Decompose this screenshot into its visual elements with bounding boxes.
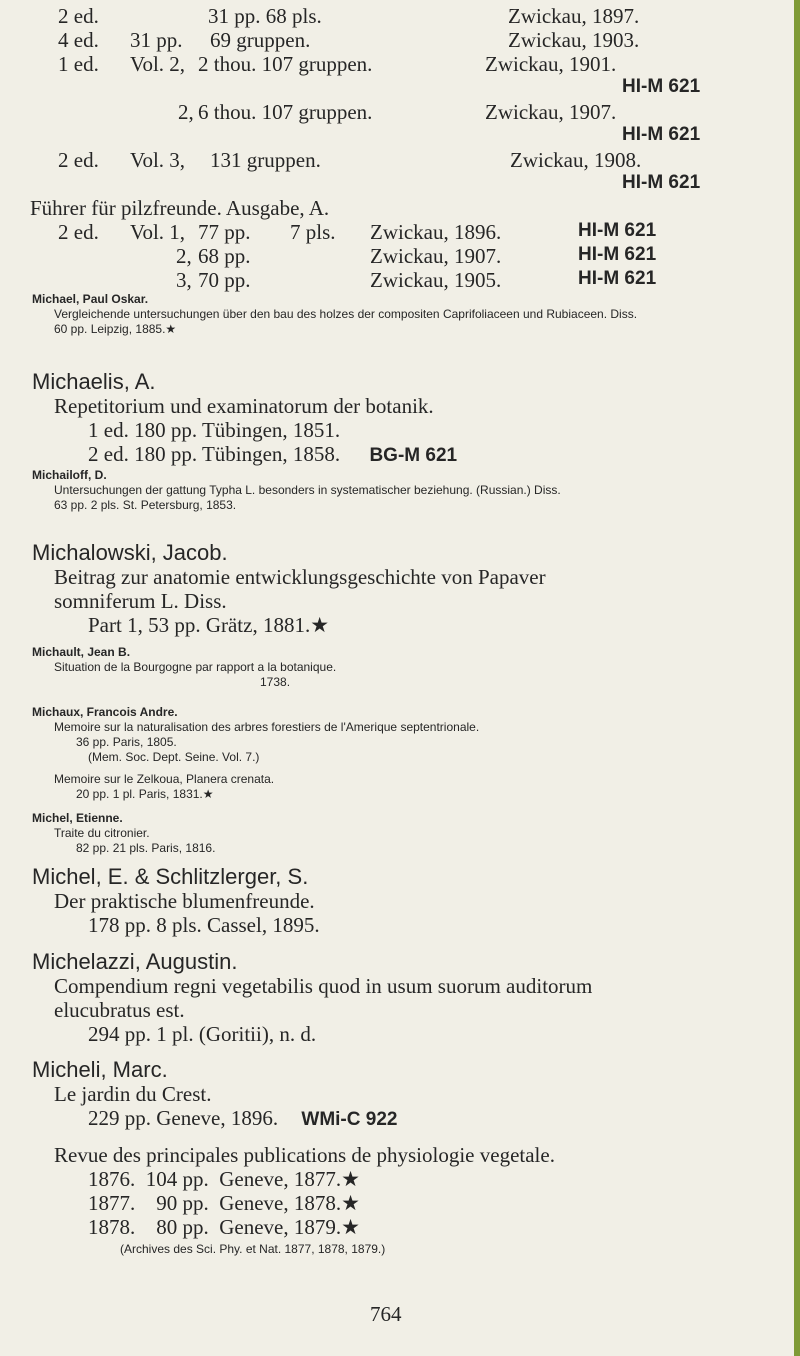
work-title: Untersuchungen der gattung Typha L. besonders in systematischer beziehung. (Russian.) Diss. xyxy=(54,483,561,497)
page-edge-strip xyxy=(794,0,800,1356)
imprint: Part 1, 53 pp. Grätz, 1881.★ xyxy=(88,613,330,637)
author-name: Michaux, Francois Andre. xyxy=(32,705,178,719)
work-title-cont: somniferum L. Diss. xyxy=(54,589,227,613)
shelf-mark: HI-M 621 xyxy=(578,268,657,289)
volume: 2, xyxy=(176,244,192,268)
shelf-mark: HI-M 621 xyxy=(622,124,701,145)
ed-label: 4 ed. xyxy=(58,28,99,52)
volume-row: 1877. 90 pp. Geneve, 1878.★ xyxy=(88,1191,360,1215)
imprint: 20 pp. 1 pl. Paris, 1831.★ xyxy=(76,787,214,801)
edition-line xyxy=(32,442,457,468)
author-name: Michel, Etienne. xyxy=(32,811,123,825)
entry-michael xyxy=(32,292,772,337)
collation: 69 gruppen. xyxy=(210,28,311,52)
imprint: Zwickau, 1907. xyxy=(485,100,617,124)
imprint: Zwickau, 1903. xyxy=(508,28,640,52)
volume: Vol. 3, xyxy=(130,148,186,172)
ed-label: 2 ed. xyxy=(58,148,99,172)
ed-label: 2 ed. xyxy=(58,4,99,28)
edition-text: 2 ed. 180 pp. Tübingen, 1858. xyxy=(88,442,341,466)
volume: Vol. 1, xyxy=(130,220,186,244)
shelf-mark: HI-M 621 xyxy=(622,172,701,193)
pages: 31 pp. xyxy=(130,28,183,52)
work-title: Memoire sur la naturalisation des arbres forestiers de l'Amerique septentrionale. xyxy=(54,720,480,734)
author-name: Michailoff, D. xyxy=(32,468,107,482)
work-title: Der praktische blumenfreunde. xyxy=(54,889,315,913)
entry-michault xyxy=(32,645,336,690)
pages: 70 pp. xyxy=(198,268,251,292)
collation: 2 thou. 107 gruppen. xyxy=(198,52,373,76)
author-name: Micheli, Marc. xyxy=(32,1057,168,1082)
volume-row: 1876. 104 pp. Geneve, 1877.★ xyxy=(88,1167,360,1191)
imprint-line xyxy=(32,1106,555,1132)
collation: 131 gruppen. xyxy=(210,148,321,172)
edition-line: 1 ed. 180 pp. Tübingen, 1851. xyxy=(88,418,341,442)
work-title: Repetitorium und examinatorum der botanik. xyxy=(54,394,434,418)
ed-label: 1 ed. xyxy=(58,52,99,76)
pages: 68 pp. xyxy=(198,244,251,268)
work-title: Le jardin du Crest. xyxy=(54,1082,212,1106)
imprint: Zwickau, 1901. xyxy=(485,52,617,76)
year: 1738. xyxy=(260,675,291,689)
entry-michalowski xyxy=(32,540,546,637)
shelf-mark: BG-M 621 xyxy=(369,445,458,466)
imprint: Zwickau, 1907. xyxy=(370,244,502,268)
author-name: Michael, Paul Oskar. xyxy=(32,292,149,306)
work-title: Revue des principales publications de physiologie vegetale. xyxy=(54,1143,555,1167)
shelf-mark: WMi-C 922 xyxy=(301,1109,398,1130)
series-note: (Mem. Soc. Dept. Seine. Vol. 7.) xyxy=(88,750,260,764)
pages: 77 pp. xyxy=(198,220,251,244)
shelf-mark: HI-M 621 xyxy=(622,76,701,97)
work-title: Führer für pilzfreunde. Ausgabe, A. xyxy=(30,196,330,220)
shelf-mark: HI-M 621 xyxy=(578,220,657,241)
work-title: Memoire sur le Zelkoua, Planera crenata. xyxy=(54,772,275,786)
plates: 7 pls. xyxy=(290,220,336,244)
entry-micheli xyxy=(32,1057,555,1257)
series-note: (Archives des Sci. Phy. et Nat. 1877, 1878, 1879.) xyxy=(120,1242,386,1256)
imprint: 229 pp. Geneve, 1896. xyxy=(88,1106,279,1130)
author-name: Michel, E. & Schlitzlerger, S. xyxy=(32,864,309,889)
work-title: Situation de la Bourgogne par rapport a la botanique. xyxy=(54,660,337,674)
work-title-cont: elucubratus est. xyxy=(54,998,185,1022)
shelf-mark: HI-M 621 xyxy=(578,244,657,265)
imprint: Zwickau, 1905. xyxy=(370,268,502,292)
imprint: 178 pp. 8 pls. Cassel, 1895. xyxy=(88,913,320,937)
imprint: Zwickau, 1896. xyxy=(370,220,502,244)
ed-label: 2 ed. xyxy=(58,220,99,244)
work-title: Vergleichende untersuchungen über den bau des holzes der compositen Caprifoliaceen und Rubiaceen. Diss. xyxy=(54,307,638,321)
author-name: Michelazzi, Augustin. xyxy=(32,949,238,974)
imprint: 294 pp. 1 pl. (Goritii), n. d. xyxy=(88,1022,317,1046)
imprint: 82 pp. 21 pls. Paris, 1816. xyxy=(76,841,216,855)
volume: 2, xyxy=(178,100,194,124)
entry-michaux xyxy=(32,705,479,802)
author-name: Michaelis, A. xyxy=(32,369,156,394)
volume: Vol. 2, xyxy=(130,52,186,76)
imprint: Zwickau, 1897. xyxy=(508,4,640,28)
collation: 6 thou. 107 gruppen. xyxy=(198,100,373,124)
imprint: 60 pp. Leipzig, 1885.★ xyxy=(54,322,177,336)
entry-michel-etienne xyxy=(32,811,215,856)
work-title: Traite du citronier. xyxy=(54,826,150,840)
imprint: Zwickau, 1908. xyxy=(510,148,642,172)
entry-michaelis xyxy=(32,369,457,468)
entry-michel-schlitzlerger xyxy=(32,864,320,937)
author-name: Michault, Jean B. xyxy=(32,645,131,659)
imprint: 36 pp. Paris, 1805. xyxy=(76,735,177,749)
imprint: 63 pp. 2 pls. St. Petersburg, 1853. xyxy=(54,498,237,512)
collation: 31 pp. 68 pls. xyxy=(208,4,322,28)
entry-michelazzi xyxy=(32,949,592,1046)
work-title: Beitrag zur anatomie entwicklungsgeschichte von Papaver xyxy=(54,565,546,589)
work-title: Compendium regni vegetabilis quod in usum suorum auditorum xyxy=(54,974,593,998)
author-name: Michalowski, Jacob. xyxy=(32,540,228,565)
volume: 3, xyxy=(176,268,192,292)
page-number: 764 xyxy=(370,1302,402,1326)
entry-michailoff xyxy=(32,468,772,513)
volume-row: 1878. 80 pp. Geneve, 1879.★ xyxy=(88,1215,360,1239)
